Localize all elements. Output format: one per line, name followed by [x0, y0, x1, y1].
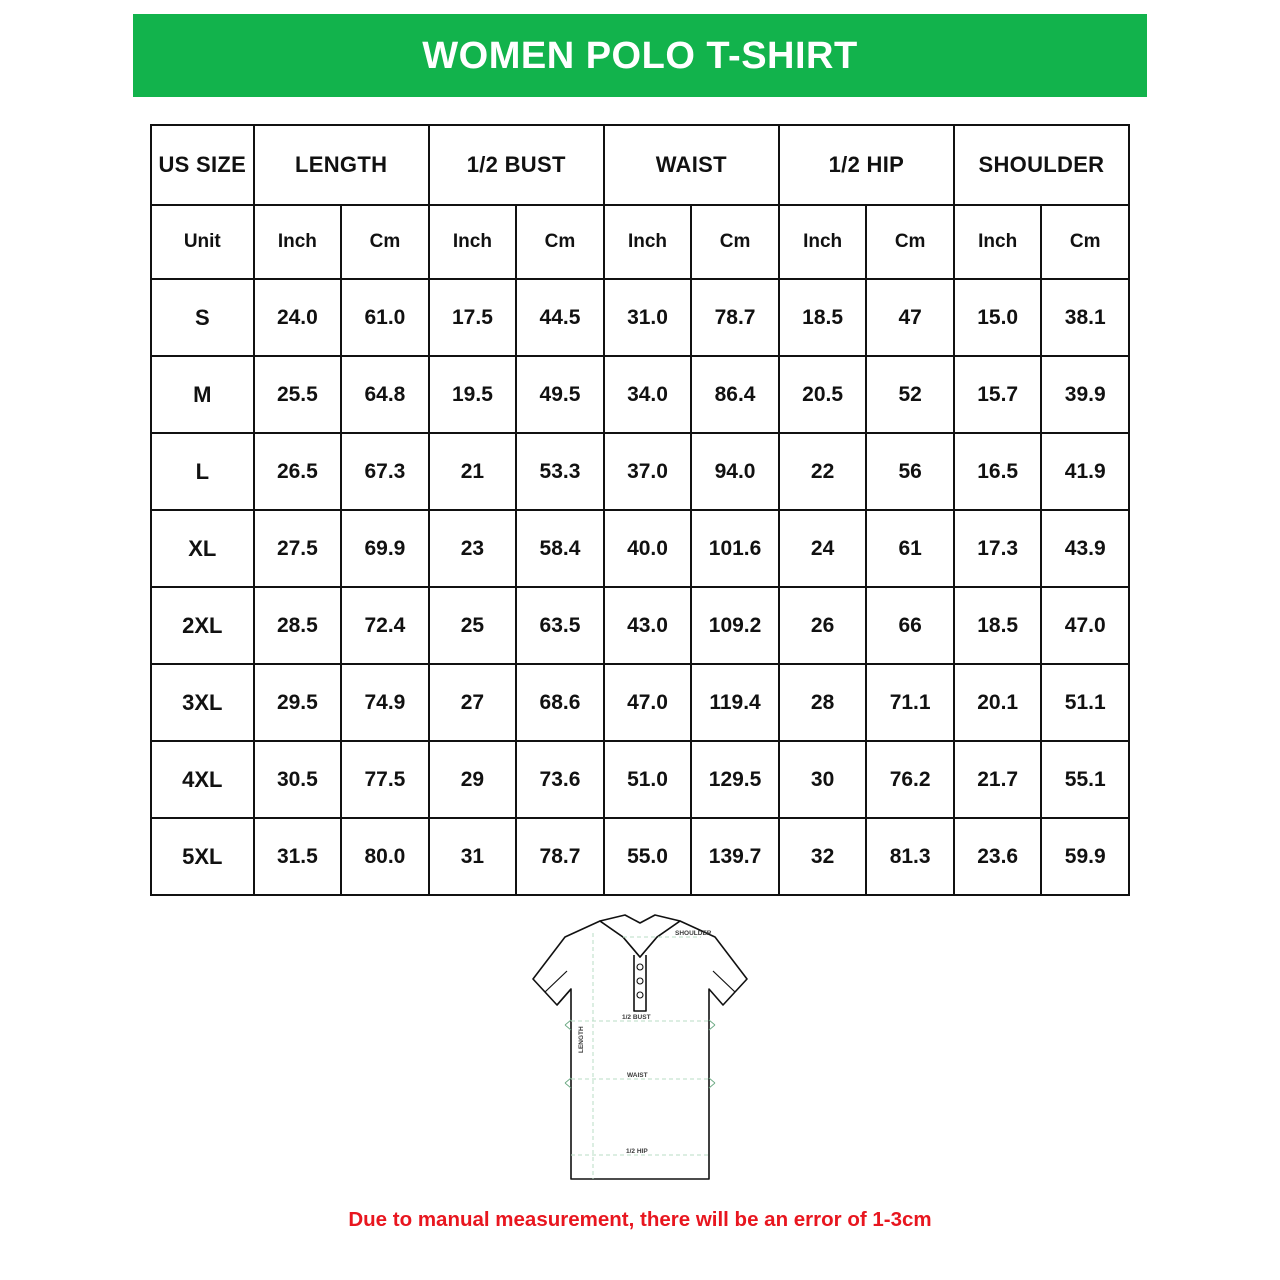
unit-waist-inch: Inch [604, 205, 692, 279]
cell-value: 61.0 [341, 279, 429, 356]
header-half-hip: 1/2 HIP [779, 125, 954, 205]
unit-shoulder-inch: Inch [954, 205, 1042, 279]
cell-value: 66 [866, 587, 954, 664]
cell-value: 22 [779, 433, 867, 510]
cell-value: 129.5 [691, 741, 779, 818]
size-table-container [150, 124, 1130, 896]
table-row [151, 356, 1129, 433]
cell-value: 77.5 [341, 741, 429, 818]
cell-value: 27 [429, 664, 517, 741]
table-row [151, 510, 1129, 587]
cell-value: 19.5 [429, 356, 517, 433]
cell-value: 78.7 [691, 279, 779, 356]
cell-value: 25 [429, 587, 517, 664]
cell-value: 24.0 [254, 279, 342, 356]
cell-value: 101.6 [691, 510, 779, 587]
cell-value: 86.4 [691, 356, 779, 433]
cell-value: 68.6 [516, 664, 604, 741]
cell-value: 72.4 [341, 587, 429, 664]
table-row [151, 741, 1129, 818]
cell-value: 94.0 [691, 433, 779, 510]
cell-value: 51.1 [1041, 664, 1129, 741]
row-size-label: L [151, 433, 254, 510]
cell-value: 16.5 [954, 433, 1042, 510]
cell-value: 139.7 [691, 818, 779, 895]
cell-value: 37.0 [604, 433, 692, 510]
women-polo-shirt-diagram [505, 893, 775, 1193]
cell-value: 15.0 [954, 279, 1042, 356]
table-row [151, 433, 1129, 510]
cell-value: 76.2 [866, 741, 954, 818]
cell-value: 44.5 [516, 279, 604, 356]
cell-value: 41.9 [1041, 433, 1129, 510]
cell-value: 40.0 [604, 510, 692, 587]
cell-value: 73.6 [516, 741, 604, 818]
label-half-hip: 1/2 HIP [626, 1148, 648, 1155]
cell-value: 27.5 [254, 510, 342, 587]
cell-value: 43.0 [604, 587, 692, 664]
page-title: WOMEN POLO T-SHIRT [422, 34, 858, 77]
cell-value: 47.0 [1041, 587, 1129, 664]
table-row [151, 664, 1129, 741]
cell-value: 64.8 [341, 356, 429, 433]
cell-value: 61 [866, 510, 954, 587]
measurement-disclaimer: Due to manual measurement, there will be an error of 1-3cm [348, 1208, 932, 1231]
cell-value: 23 [429, 510, 517, 587]
cell-value: 56 [866, 433, 954, 510]
table-row [151, 587, 1129, 664]
cell-value: 18.5 [954, 587, 1042, 664]
cell-value: 34.0 [604, 356, 692, 433]
header-unit: Unit [151, 205, 254, 279]
cell-value: 58.4 [516, 510, 604, 587]
cell-value: 119.4 [691, 664, 779, 741]
title-banner [133, 14, 1147, 97]
cell-value: 49.5 [516, 356, 604, 433]
cell-value: 39.9 [1041, 356, 1129, 433]
table-header-units [151, 205, 1129, 279]
unit-bust-cm: Cm [516, 205, 604, 279]
cell-value: 69.9 [341, 510, 429, 587]
cell-value: 52 [866, 356, 954, 433]
row-size-label: M [151, 356, 254, 433]
unit-length-cm: Cm [341, 205, 429, 279]
cell-value: 59.9 [1041, 818, 1129, 895]
cell-value: 29 [429, 741, 517, 818]
cell-value: 55.1 [1041, 741, 1129, 818]
table-row [151, 818, 1129, 895]
unit-waist-cm: Cm [691, 205, 779, 279]
cell-value: 20.1 [954, 664, 1042, 741]
cell-value: 24 [779, 510, 867, 587]
cell-value: 78.7 [516, 818, 604, 895]
cell-value: 31.5 [254, 818, 342, 895]
cell-value: 109.2 [691, 587, 779, 664]
cell-value: 28 [779, 664, 867, 741]
label-shoulder: SHOULDER [675, 930, 712, 937]
label-half-bust: 1/2 BUST [622, 1014, 651, 1021]
row-size-label: 4XL [151, 741, 254, 818]
cell-value: 63.5 [516, 587, 604, 664]
table-row [151, 279, 1129, 356]
cell-value: 47 [866, 279, 954, 356]
unit-shoulder-cm: Cm [1041, 205, 1129, 279]
unit-bust-inch: Inch [429, 205, 517, 279]
row-size-label: 3XL [151, 664, 254, 741]
cell-value: 51.0 [604, 741, 692, 818]
cell-value: 47.0 [604, 664, 692, 741]
cell-value: 26.5 [254, 433, 342, 510]
cell-value: 38.1 [1041, 279, 1129, 356]
unit-length-inch: Inch [254, 205, 342, 279]
cell-value: 15.7 [954, 356, 1042, 433]
cell-value: 17.5 [429, 279, 517, 356]
cell-value: 67.3 [341, 433, 429, 510]
cell-value: 21 [429, 433, 517, 510]
cell-value: 17.3 [954, 510, 1042, 587]
cell-value: 30.5 [254, 741, 342, 818]
cell-value: 31 [429, 818, 517, 895]
row-size-label: 5XL [151, 818, 254, 895]
cell-value: 81.3 [866, 818, 954, 895]
header-half-bust: 1/2 BUST [429, 125, 604, 205]
row-size-label: 2XL [151, 587, 254, 664]
cell-value: 18.5 [779, 279, 867, 356]
label-waist: WAIST [627, 1072, 648, 1079]
cell-value: 26 [779, 587, 867, 664]
cell-value: 32 [779, 818, 867, 895]
label-length: LENGTH [578, 1026, 585, 1053]
cell-value: 21.7 [954, 741, 1042, 818]
cell-value: 23.6 [954, 818, 1042, 895]
size-table [150, 124, 1130, 896]
cell-value: 29.5 [254, 664, 342, 741]
table-header-groups [151, 125, 1129, 205]
row-size-label: XL [151, 510, 254, 587]
unit-hip-cm: Cm [866, 205, 954, 279]
cell-value: 55.0 [604, 818, 692, 895]
cell-value: 71.1 [866, 664, 954, 741]
cell-value: 30 [779, 741, 867, 818]
header-us-size: US SIZE [151, 125, 254, 205]
row-size-label: S [151, 279, 254, 356]
cell-value: 53.3 [516, 433, 604, 510]
cell-value: 31.0 [604, 279, 692, 356]
cell-value: 43.9 [1041, 510, 1129, 587]
header-length: LENGTH [254, 125, 429, 205]
header-waist: WAIST [604, 125, 779, 205]
cell-value: 20.5 [779, 356, 867, 433]
header-shoulder: SHOULDER [954, 125, 1129, 205]
cell-value: 80.0 [341, 818, 429, 895]
unit-hip-inch: Inch [779, 205, 867, 279]
cell-value: 25.5 [254, 356, 342, 433]
cell-value: 28.5 [254, 587, 342, 664]
cell-value: 74.9 [341, 664, 429, 741]
